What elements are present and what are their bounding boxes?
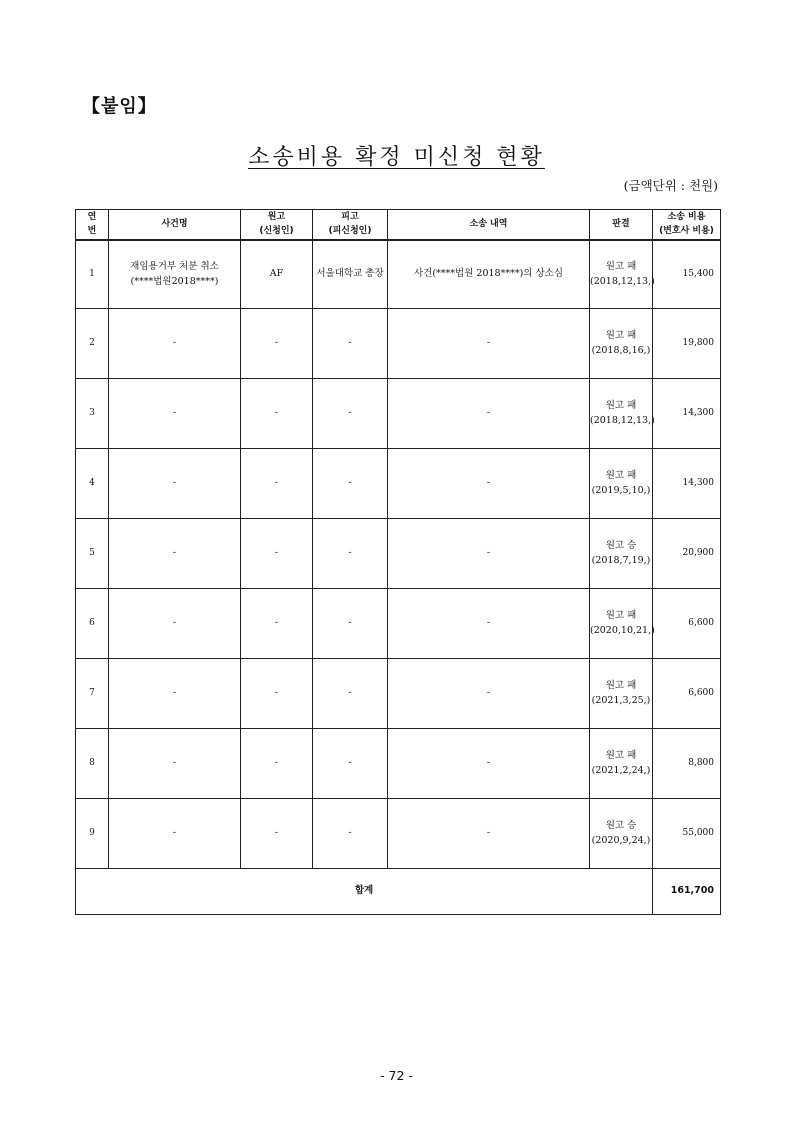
cell-amount: 14,300 (653, 449, 721, 519)
table-row (76, 309, 721, 379)
cell-defendant: - (313, 379, 388, 449)
cell-lawsuit-detail: - (388, 589, 590, 659)
cell-no: 1 (76, 240, 109, 309)
cell-no: 3 (76, 379, 109, 449)
cell-case-name: - (109, 379, 241, 449)
cell-amount: 14,300 (653, 379, 721, 449)
cost-table (75, 209, 721, 915)
cell-amount: 6,600 (653, 589, 721, 659)
total-label: 합계 (76, 869, 653, 915)
cell-defendant: - (313, 589, 388, 659)
cell-amount: 19,800 (653, 309, 721, 379)
cell-amount: 8,800 (653, 729, 721, 799)
unit-note: (금액단위 : 천원) (623, 178, 718, 193)
cell-judgment: 원고 패 (2019,5,10,) (590, 449, 653, 519)
cell-amount: 20,900 (653, 519, 721, 589)
cell-plaintiff: - (241, 309, 313, 379)
cell-no: 7 (76, 659, 109, 729)
cell-defendant: - (313, 729, 388, 799)
cell-amount: 15,400 (653, 240, 721, 309)
table-row (76, 519, 721, 589)
document-title (0, 140, 793, 171)
cell-judgment: 원고 패 (2021,3,25,) (590, 659, 653, 729)
cell-defendant: - (313, 659, 388, 729)
cell-plaintiff: - (241, 589, 313, 659)
cell-no: 4 (76, 449, 109, 519)
attachment-label: 【붙임】 (82, 96, 157, 117)
cell-plaintiff: AF (241, 240, 313, 309)
header-no: 연 번 (76, 210, 109, 241)
table-row (76, 659, 721, 729)
cell-lawsuit-detail: - (388, 799, 590, 869)
cell-defendant: - (313, 519, 388, 589)
cell-no: 6 (76, 589, 109, 659)
cell-amount: 55,000 (653, 799, 721, 869)
header-plaintiff: 원고 (신청인) (241, 210, 313, 241)
cell-case-name: - (109, 449, 241, 519)
cell-no: 2 (76, 309, 109, 379)
cell-lawsuit-detail: - (388, 449, 590, 519)
cell-judgment: 원고 승 (2020,9,24,) (590, 799, 653, 869)
cell-case-name: - (109, 799, 241, 869)
header-case-name: 사건명 (109, 210, 241, 241)
cell-judgment: 원고 패 (2018,12,13,) (590, 240, 653, 309)
cell-case-name: - (109, 589, 241, 659)
cell-lawsuit-detail: - (388, 659, 590, 729)
cell-no: 8 (76, 729, 109, 799)
cell-case-name: - (109, 729, 241, 799)
cell-plaintiff: - (241, 659, 313, 729)
document-title-text: 소송비용 확정 미신청 현황 (248, 145, 545, 170)
page-number: - 72 - (380, 1068, 413, 1083)
cell-case-name: 재임용거부 처분 취소 (****법원2018****) (109, 240, 241, 309)
table-row (76, 240, 721, 309)
cell-judgment: 원고 패 (2018,12,13,) (590, 379, 653, 449)
cell-plaintiff: - (241, 799, 313, 869)
table-row (76, 729, 721, 799)
cell-lawsuit-detail: - (388, 309, 590, 379)
header-defendant: 피고 (피신청인) (313, 210, 388, 241)
cell-plaintiff: - (241, 519, 313, 589)
cell-judgment: 원고 승 (2018,7,19,) (590, 519, 653, 589)
cell-lawsuit-detail: - (388, 379, 590, 449)
cell-amount: 6,600 (653, 659, 721, 729)
header-judgment: 판결 (590, 210, 653, 241)
total-amount: 161,700 (653, 869, 721, 915)
cell-lawsuit-detail: - (388, 729, 590, 799)
cell-defendant: - (313, 449, 388, 519)
cell-defendant: - (313, 799, 388, 869)
cell-lawsuit-detail: 사건(****법원 2018****)의 상소심 (388, 240, 590, 309)
total-row (76, 869, 721, 915)
cell-defendant: 서울대학교 총장 (313, 240, 388, 309)
header-lawsuit-detail: 소송 내역 (388, 210, 590, 241)
cell-lawsuit-detail: - (388, 519, 590, 589)
cell-no: 5 (76, 519, 109, 589)
cell-judgment: 원고 패 (2021,2,24,) (590, 729, 653, 799)
cell-case-name: - (109, 519, 241, 589)
cell-case-name: - (109, 659, 241, 729)
table-header-row (76, 210, 721, 241)
cell-defendant: - (313, 309, 388, 379)
cell-judgment: 원고 패 (2020,10,21,) (590, 589, 653, 659)
cell-plaintiff: - (241, 449, 313, 519)
table-row (76, 589, 721, 659)
cell-judgment: 원고 패 (2018,8,16,) (590, 309, 653, 379)
cell-case-name: - (109, 309, 241, 379)
table-row (76, 449, 721, 519)
table-row (76, 379, 721, 449)
table-row (76, 799, 721, 869)
cell-no: 9 (76, 799, 109, 869)
cell-plaintiff: - (241, 729, 313, 799)
header-cost: 소송 비용 (변호사 비용) (653, 210, 721, 241)
cell-plaintiff: - (241, 379, 313, 449)
